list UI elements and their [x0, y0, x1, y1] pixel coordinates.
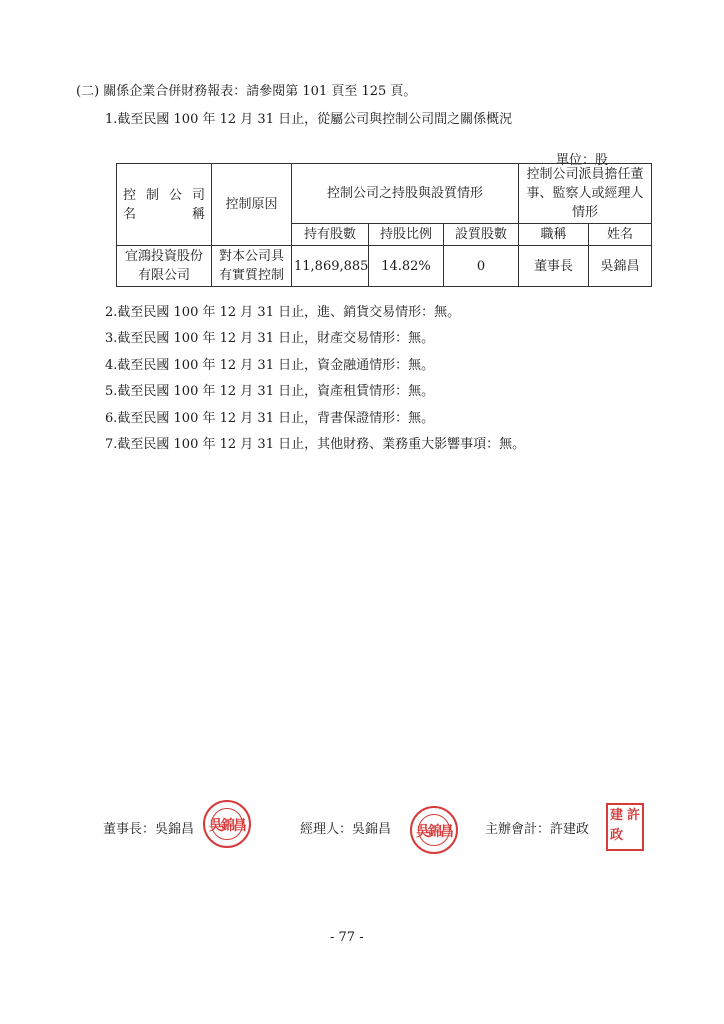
list-item: 6.截至民國 100 年 12 月 31 日止，背書保證情形：無。 [105, 410, 435, 426]
cell-title: 董事長 [519, 246, 589, 287]
chairman-seal-icon: 吳錦昌 [203, 800, 251, 848]
relationship-table [116, 163, 652, 287]
table-row [117, 246, 652, 287]
header-title: 職稱 [519, 224, 589, 246]
cell-company: 宜鴻投資股份有限公司 [117, 246, 212, 287]
list-item: 2.截至民國 100 年 12 月 31 日止，進、銷貨交易情形：無。 [105, 305, 461, 320]
manager-seal-icon: 吳錦昌 [410, 806, 458, 854]
header-company-name: 控 制 公 司 名 稱 [117, 164, 212, 246]
chairman-signature: 董事長：吳錦昌 [103, 822, 195, 837]
section-heading: (二) 關係企業合併財務報表：請參閱第 101 頁至 125 頁。 [76, 84, 417, 99]
cell-pledged: 0 [444, 246, 519, 287]
header-shares-held: 持有股數 [292, 224, 369, 246]
unit-label: 單位：股 [556, 153, 609, 168]
manager-signature: 經理人：吳錦昌 [300, 822, 392, 837]
cell-shares: 11,869,885 [292, 246, 369, 287]
cell-name: 吳錦昌 [589, 246, 652, 287]
header-holding-ratio: 持股比例 [369, 224, 444, 246]
header-holdings-group: 控制公司之持股與設質情形 [292, 164, 519, 224]
list-item: 4.截至民國 100 年 12 月 31 日止，資金融通情形：無。 [105, 357, 435, 373]
list-item: 3.截至民國 100 年 12 月 31 日止，財產交易情形：無。 [105, 331, 435, 347]
header-name: 姓名 [589, 224, 652, 246]
accountant-signature: 主辦會計：許建政 [485, 822, 590, 837]
header-control-reason: 控制原因 [212, 164, 292, 246]
header-officers-group: 控制公司派員擔任董事、監察人或經理人情形 [519, 164, 652, 224]
accountant-seal-icon: 建 許 政 [606, 803, 644, 851]
cell-ratio: 14.82% [369, 246, 444, 287]
disclosure-list [105, 300, 525, 458]
list-item: 7.截至民國 100 年 12 月 31 日止，其他財務、業務重大影響事項：無。 [105, 436, 526, 452]
subsection-heading: 1.截至民國 100 年 12 月 31 日止，從屬公司與控制公司間之關係概況 [105, 112, 513, 127]
page-number: - 77 - [330, 930, 364, 945]
header-pledged-shares: 設質股數 [444, 224, 519, 246]
list-item: 5.截至民國 100 年 12 月 31 日止，資產租賃情形：無。 [105, 384, 435, 400]
cell-reason: 對本公司具有實質控制 [212, 246, 292, 287]
